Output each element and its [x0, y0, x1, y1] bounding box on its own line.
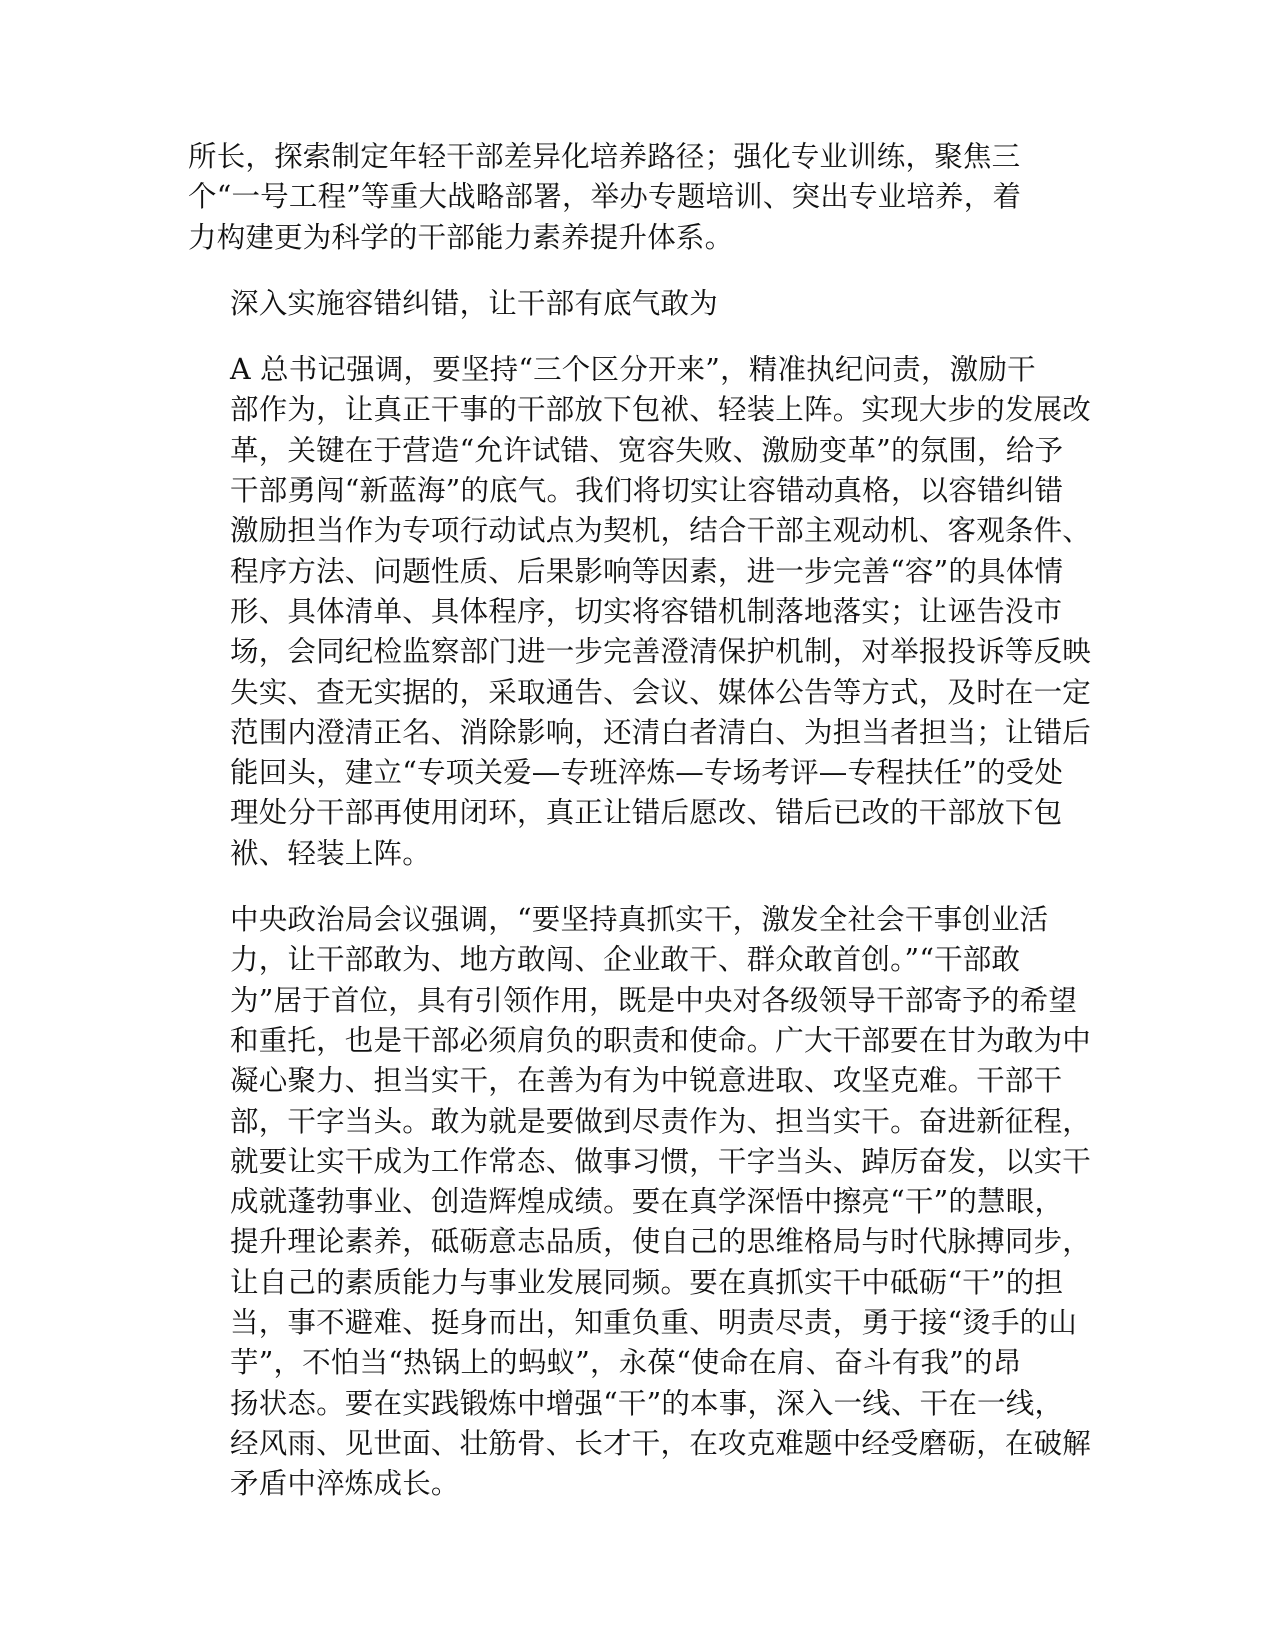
- text-line: 成就蓬勃事业、创造辉煌成绩。要在真学深悟中擦亮“干”的慧眼，: [230, 1185, 1064, 1219]
- text-line: 形、具体清单、具体程序，切实将容错机制落地落实；让诬告没市: [230, 594, 1063, 628]
- text-line: 为”居于首位，具有引领作用，既是中央对各级领导干部寄予的希望: [230, 983, 1078, 1017]
- text-line: 所长，探索制定年轻干部差异化培养路径；强化专业训练，聚焦三: [188, 140, 1021, 173]
- text-line: 个“一号工程”等重大战略部署，举办专题培训、突出专业培养，着: [188, 180, 1022, 214]
- text-line: A 总书记强调，要坚持“三个区分开来”，精准执纪问责，激励干: [230, 353, 1036, 387]
- text-line: 凝心聚力、担当实干，在善为有为中锐意进取、攻坚克难。干部干: [230, 1064, 1063, 1098]
- text-line: 力，让干部敢为、地方敢闯、企业敢干、群众敢首创。”“干部敢: [230, 943, 1021, 977]
- paragraph-training-system: [188, 137, 1073, 258]
- heading-text: 深入实施容错纠错，让干部有底气敢为: [230, 286, 718, 320]
- text-line: 经风雨、见世面、壮筋骨、长才干，在攻克难题中经受磨砺，在破解: [230, 1426, 1092, 1460]
- text-line: 让自己的素质能力与事业发展同频。要在真抓实干中砥砺“干”的担: [230, 1265, 1064, 1299]
- text-line: 革，关键在于营造“允许试错、宽容失败、激励变革”的氛围，给予: [230, 433, 1064, 467]
- text-line: 当，事不避难、挺身而出，知重负重、明责尽责，勇于接“烫手的山: [230, 1306, 1078, 1340]
- text-line: 芋”，不怕当“热锅上的蚂蚁”，永葆“使命在肩、奋斗有我”的昂: [230, 1346, 1022, 1380]
- text-line: 袱、轻装上阵。: [230, 836, 431, 870]
- text-line: 范围内澄清正名、消除影响，还清白者清白、为担当者担当；让错后: [230, 715, 1092, 749]
- text-line: 和重托，也是干部必须肩负的职责和使命。广大干部要在甘为敢为中: [230, 1023, 1092, 1057]
- text-line: 干部勇闯“新蓝海”的底气。我们将切实让容错动真格，以容错纠错: [230, 474, 1064, 508]
- document-body: [188, 137, 1092, 1531]
- text-line: 提升理论素养，砥砺意志品质，使自己的思维格局与时代脉搏同步，: [230, 1225, 1092, 1259]
- text-line: 程序方法、问题性质、后果影响等因素，进一步完善“容”的具体情: [230, 554, 1064, 588]
- text-line: 部作为，让真正干事的干部放下包袱、轻装上阵。实现大步的发展改: [230, 393, 1092, 427]
- text-line: 部，干字当头。敢为就是要做到尽责作为、担当实干。奋进新征程，: [230, 1104, 1092, 1138]
- text-line: 激励担当作为专项行动试点为契机，结合干部主观动机、客观条件、: [230, 514, 1092, 548]
- text-line: 理处分干部再使用闭环，真正让错后愿改、错后已改的干部放下包: [230, 796, 1063, 830]
- text-line: 中央政治局会议强调，“要坚持真抓实干，激发全社会干事创业活: [230, 903, 1049, 937]
- text-line: 扬状态。要在实践锻炼中增强“干”的本事，深入一线、干在一线，: [230, 1386, 1064, 1420]
- text-line: 失实、查无实据的，采取通告、会议、媒体公告等方式，及时在一定: [230, 675, 1092, 709]
- text-line: 就要让实干成为工作常态、做事习惯，干字当头、踔厉奋发，以实干: [230, 1144, 1092, 1178]
- text-line: 力构建更为科学的干部能力素养提升体系。: [188, 220, 734, 254]
- section-heading-error-tolerance: [188, 284, 1073, 324]
- text-line: 矛盾中淬炼成长。: [230, 1467, 460, 1501]
- paragraph-error-tolerance: [188, 350, 1092, 874]
- text-line: 能回头，建立“专项关爱—专班淬炼—专场考评—专程扶任”的受处: [230, 756, 1064, 790]
- paragraph-dare-to-act: [188, 900, 1092, 1504]
- text-line: 场，会同纪检监察部门进一步完善澄清保护机制，对举报投诉等反映: [230, 635, 1092, 669]
